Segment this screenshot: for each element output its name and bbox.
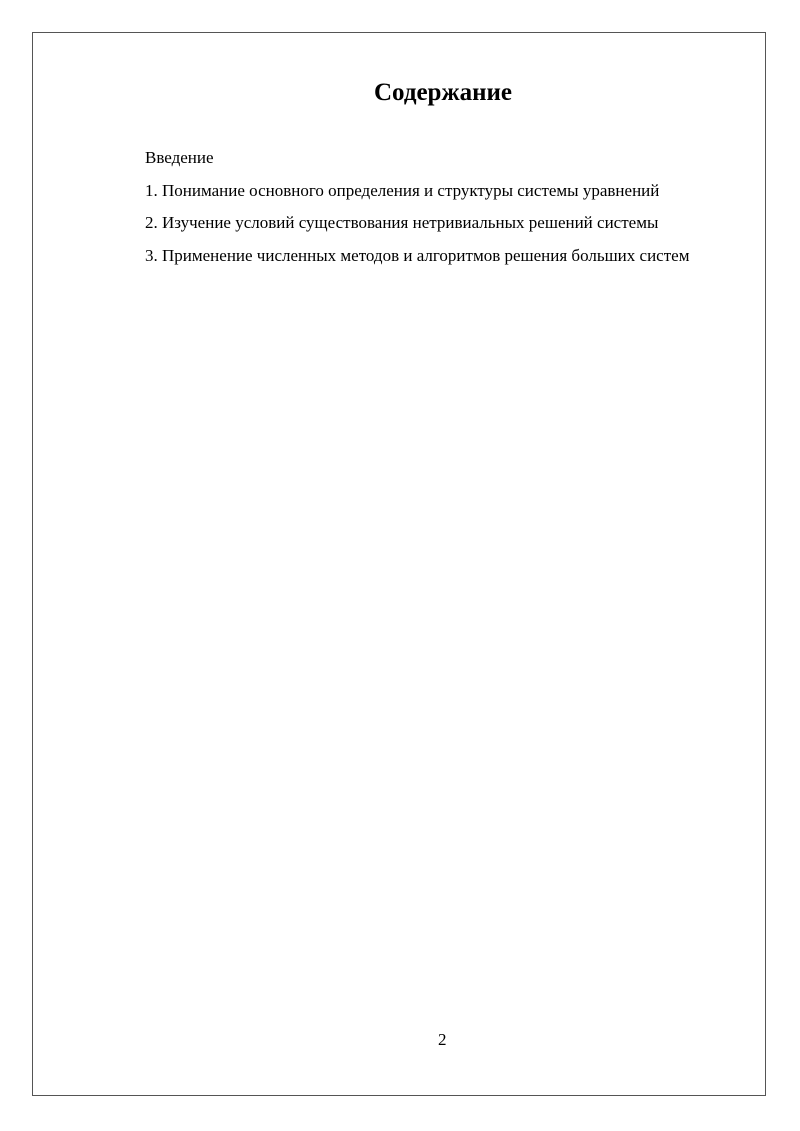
- page-number: 2: [438, 1030, 447, 1049]
- table-of-contents: [145, 146, 689, 276]
- toc-item-section-3: 3. Применение численных методов и алгоритмов решения больших систем: [145, 245, 690, 265]
- toc-item-section-1: 1. Понимание основного определения и структуры системы уравнений: [145, 180, 660, 200]
- toc-item-introduction: Введение: [145, 148, 214, 167]
- page-title: Содержание: [373, 79, 512, 106]
- toc-item-section-2: 2. Изучение условий существования нетривиальных решений системы: [145, 213, 659, 232]
